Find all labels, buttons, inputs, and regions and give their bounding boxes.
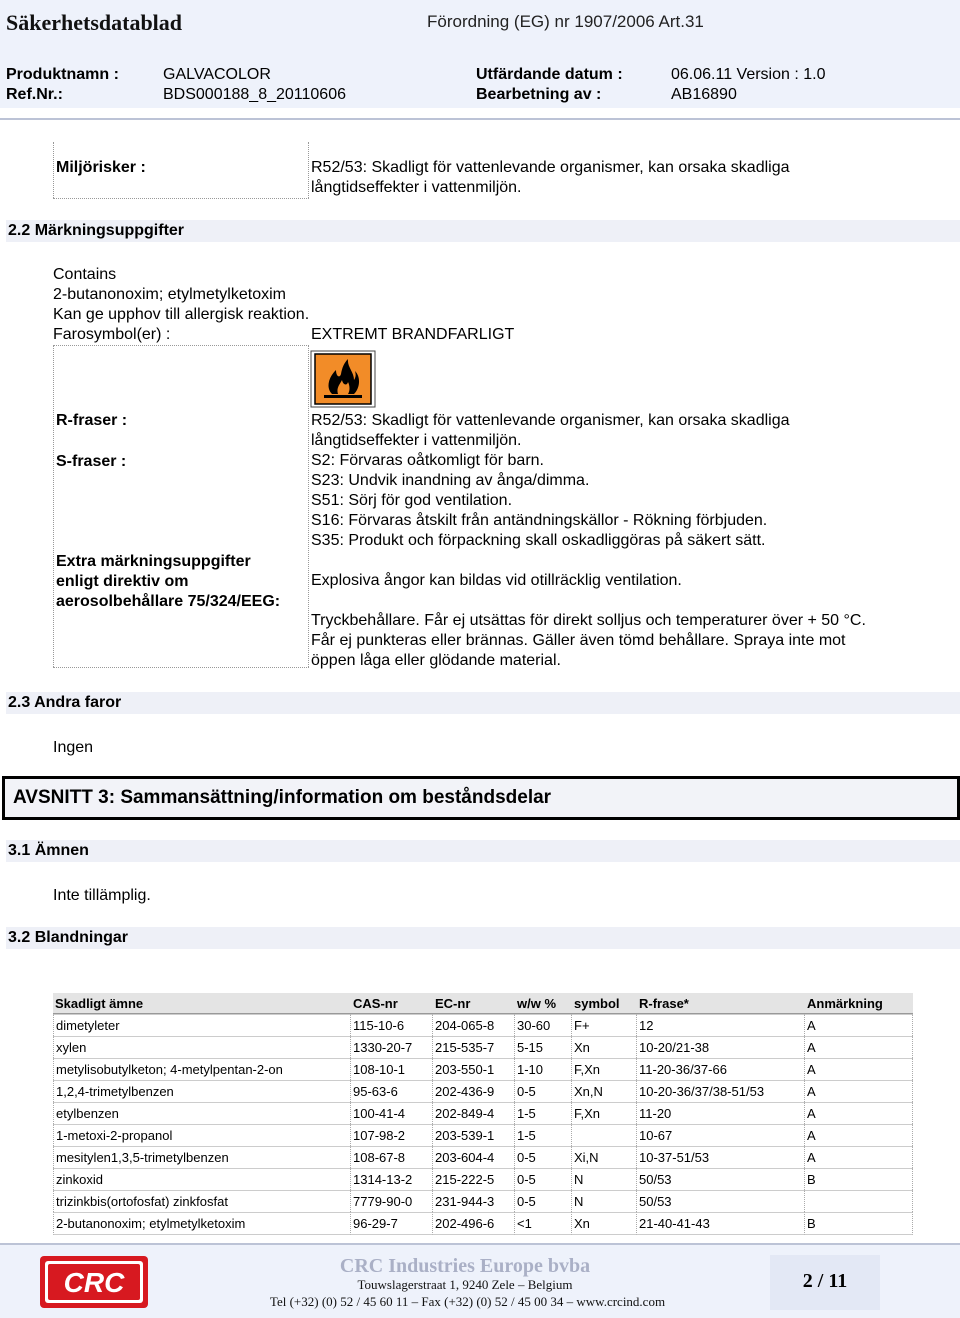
table-cell: A xyxy=(805,1146,913,1168)
ref-number-value: BDS000188_8_20110606 xyxy=(163,86,346,103)
table-cell: xylen xyxy=(53,1036,351,1058)
table-cell: 202-436-9 xyxy=(433,1080,515,1102)
table-row xyxy=(53,1036,913,1058)
table-cell: 1,2,4-trimetylbenzen xyxy=(53,1080,351,1102)
s-phrase-s51: S51: Sörj för god ventilation. xyxy=(311,492,513,509)
env-risk-line-2: långtidseffekter i vattenmiljön. xyxy=(311,179,522,196)
table-cell xyxy=(572,1124,637,1146)
s-phrase-s35: S35: Produkt och förpackning skall oskadliggöras på säkert sätt. xyxy=(311,532,766,549)
section-3-2-heading: 3.2 Blandningar xyxy=(6,927,960,949)
table-cell: 0-5 xyxy=(515,1146,572,1168)
table-cell: 215-222-5 xyxy=(433,1168,515,1190)
table-cell: 11-20-36/37-66 xyxy=(637,1058,805,1080)
table-row xyxy=(53,1058,913,1080)
table-cell: A xyxy=(805,1014,913,1036)
header-rule xyxy=(0,118,960,120)
table-cell: F+ xyxy=(572,1014,637,1036)
issue-date-label: Utfärdande datum : xyxy=(476,66,623,83)
section-3-1-heading: 3.1 Ämnen xyxy=(6,840,960,862)
substances-text: Inte tillämplig. xyxy=(53,887,151,904)
other-hazards-text: Ingen xyxy=(53,739,94,756)
extra-labelling-pressure-2: Får ej punkteras eller brännas. Gäller även tömd behållare. Spraya inte mot xyxy=(311,632,846,649)
column-header: Skadligt ämne xyxy=(53,993,351,1014)
column-header: EC-nr xyxy=(433,993,515,1014)
ref-number-label: Ref.Nr.: xyxy=(6,86,63,103)
table-cell: 30-60 xyxy=(515,1014,572,1036)
table-cell: 5-15 xyxy=(515,1036,572,1058)
section-2-3-heading: 2.3 Andra faror xyxy=(6,692,960,714)
table-cell: mesitylen1,3,5-trimetylbenzen xyxy=(53,1146,351,1168)
table-cell: A xyxy=(805,1036,913,1058)
table-cell: etylbenzen xyxy=(53,1102,351,1124)
table-cell: 1314-13-2 xyxy=(351,1168,433,1190)
section-3-heading: AVSNITT 3: Sammansättning/information om beståndsdelar xyxy=(2,776,960,820)
table-row xyxy=(53,1102,913,1124)
table-row xyxy=(53,1014,913,1036)
table-cell: dimetyleter xyxy=(53,1014,351,1036)
s-phrase-s16: S16: Förvaras åtskilt från antändningskällor - Rökning förbjuden. xyxy=(311,512,768,529)
table-cell: 204-065-8 xyxy=(433,1014,515,1036)
crc-logo xyxy=(40,1256,148,1308)
table-cell: F,Xn xyxy=(572,1058,637,1080)
env-risk-label: Miljörisker : xyxy=(56,159,146,176)
table-cell: Xn,N xyxy=(572,1080,637,1102)
logo-text: CRC xyxy=(63,1267,125,1298)
table-cell: 202-496-6 xyxy=(433,1212,515,1235)
table-cell: 0-5 xyxy=(515,1168,572,1190)
extra-labelling-pressure-1: Tryckbehållare. Får ej utsättas för direkt solljus och temperaturer över + 50 °C. xyxy=(311,612,866,629)
table-cell: 0-5 xyxy=(515,1080,572,1102)
table-cell: 202-849-4 xyxy=(433,1102,515,1124)
table-cell: 115-10-6 xyxy=(351,1014,433,1036)
r-phrase-line-1: R52/53: Skadligt för vattenlevande organismer, kan orsaka skadliga xyxy=(311,412,790,429)
table-cell: 203-539-1 xyxy=(433,1124,515,1146)
table-cell: A xyxy=(805,1080,913,1102)
table-cell: 10-37-51/53 xyxy=(637,1146,805,1168)
page-number: 2 / 11 xyxy=(802,1270,848,1292)
table-cell: 95-63-6 xyxy=(351,1080,433,1102)
table-cell: A xyxy=(805,1102,913,1124)
table-cell: Xn xyxy=(572,1036,637,1058)
table-cell: 1-metoxi-2-propanol xyxy=(53,1124,351,1146)
table-cell: 100-41-4 xyxy=(351,1102,433,1124)
column-header: R-frase* xyxy=(637,993,805,1014)
env-mid-border xyxy=(308,142,309,198)
env-left-border xyxy=(53,142,54,198)
column-header: CAS-nr xyxy=(351,993,433,1014)
product-name-value: GALVACOLOR xyxy=(163,66,271,83)
table-cell: 50/53 xyxy=(637,1168,805,1190)
table-cell: 11-20 xyxy=(637,1102,805,1124)
table-cell: <1 xyxy=(515,1212,572,1235)
s-phrases-label: S-fraser : xyxy=(56,453,127,470)
table-cell: 203-604-4 xyxy=(433,1146,515,1168)
table-cell: A xyxy=(805,1058,913,1080)
table-cell: 203-550-1 xyxy=(433,1058,515,1080)
table-cell: 10-20-36/37/38-51/53 xyxy=(637,1080,805,1102)
env-bottom-border xyxy=(53,198,309,199)
label-left-border xyxy=(53,345,54,667)
contains-substances: 2-butanonoxim; etylmetylketoxim xyxy=(53,286,286,303)
s-phrase-s23: S23: Undvik inandning av ånga/dimma. xyxy=(311,472,590,489)
table-cell: 21-40-41-43 xyxy=(637,1212,805,1235)
mixture-table xyxy=(53,993,913,1235)
table-cell: 7779-90-0 xyxy=(351,1190,433,1212)
r-phrases-label: R-fraser : xyxy=(56,412,128,429)
table-cell: 231-944-3 xyxy=(433,1190,515,1212)
hazard-symbol-value: EXTREMT BRANDFARLIGT xyxy=(311,326,515,343)
extra-labelling-pressure-3: öppen låga eller glödande material. xyxy=(311,652,561,669)
r-phrase-line-2: långtidseffekter i vattenmiljön. xyxy=(311,432,522,449)
table-cell: Xi,N xyxy=(572,1146,637,1168)
extra-labelling-label: Extra märkningsuppgifter enligt direktiv om aerosolbehållare 75/324/EEG: xyxy=(56,553,281,610)
table-header-row xyxy=(53,993,913,1014)
table-cell xyxy=(805,1190,913,1212)
table-cell: Xn xyxy=(572,1212,637,1235)
table-cell: 108-10-1 xyxy=(351,1058,433,1080)
table-cell: A xyxy=(805,1124,913,1146)
product-name-label: Produktnamn : xyxy=(6,66,119,83)
flame-hazard-icon xyxy=(310,350,376,408)
table-row xyxy=(53,1212,913,1235)
table-cell: 1330-20-7 xyxy=(351,1036,433,1058)
table-cell: zinkoxid xyxy=(53,1168,351,1190)
column-header: w/w % xyxy=(515,993,572,1014)
table-cell: 1-5 xyxy=(515,1102,572,1124)
table-cell: 0-5 xyxy=(515,1190,572,1212)
company-address: Touwslagerstraat 1, 9240 Zele – Belgium xyxy=(357,1277,573,1292)
edited-by-value: AB16890 xyxy=(671,86,737,103)
table-cell: metylisobutylketon; 4-metylpentan-2-on xyxy=(53,1058,351,1080)
label-top-border xyxy=(53,345,309,346)
extra-labelling-explosive: Explosiva ångor kan bildas vid otillräcklig ventilation. xyxy=(311,572,682,589)
table-row xyxy=(53,1124,913,1146)
company-contact: Tel (+32) (0) 52 / 45 60 11 – Fax (+32) (0) 52 / 45 00 34 – www.crcind.com xyxy=(269,1294,666,1309)
contains-label: Contains xyxy=(53,266,117,283)
table-cell: 107-98-2 xyxy=(351,1124,433,1146)
table-cell: 1-5 xyxy=(515,1124,572,1146)
section-2-2-heading: 2.2 Märkningsuppgifter xyxy=(6,220,960,242)
column-header: symbol xyxy=(572,993,637,1014)
table-cell: N xyxy=(572,1190,637,1212)
table-cell: 50/53 xyxy=(637,1190,805,1212)
regulation-reference: Förordning (EG) nr 1907/2006 Art.31 xyxy=(427,12,704,31)
env-risk-line-1: R52/53: Skadligt för vattenlevande organismer, kan orsaka skadliga xyxy=(311,159,790,176)
label-bottom-border xyxy=(53,667,309,668)
table-cell: 10-67 xyxy=(637,1124,805,1146)
table-cell: trizinkbis(ortofosfat) zinkfosfat xyxy=(53,1190,351,1212)
table-cell: 1-10 xyxy=(515,1058,572,1080)
table-cell: 10-20/21-38 xyxy=(637,1036,805,1058)
hazard-symbol-label: Farosymbol(er) : xyxy=(53,326,171,343)
table-row xyxy=(53,1080,913,1102)
table-cell: B xyxy=(805,1168,913,1190)
table-cell: 215-535-7 xyxy=(433,1036,515,1058)
table-cell: 2-butanonoxim; etylmetylketoxim xyxy=(53,1212,351,1235)
table-cell: 12 xyxy=(637,1014,805,1036)
table-cell: 108-67-8 xyxy=(351,1146,433,1168)
table-cell: 96-29-7 xyxy=(351,1212,433,1235)
table-cell: N xyxy=(572,1168,637,1190)
company-name: CRC Industries Europe bvba xyxy=(339,1255,591,1277)
edited-by-label: Bearbetning av : xyxy=(476,86,602,103)
table-row xyxy=(53,1190,913,1212)
label-mid-border xyxy=(308,345,309,667)
column-header: Anmärkning xyxy=(805,993,913,1014)
table-cell: B xyxy=(805,1212,913,1235)
s-phrase-s2: S2: Förvaras oåtkomligt för barn. xyxy=(311,452,544,469)
document-title: Säkerhetsdatablad xyxy=(6,10,183,35)
issue-date-value: 06.06.11 Version : 1.0 xyxy=(671,66,826,83)
allergy-warning: Kan ge upphov till allergisk reaktion. xyxy=(53,306,310,323)
table-row xyxy=(53,1168,913,1190)
table-cell: F,Xn xyxy=(572,1102,637,1124)
table-row xyxy=(53,1146,913,1168)
